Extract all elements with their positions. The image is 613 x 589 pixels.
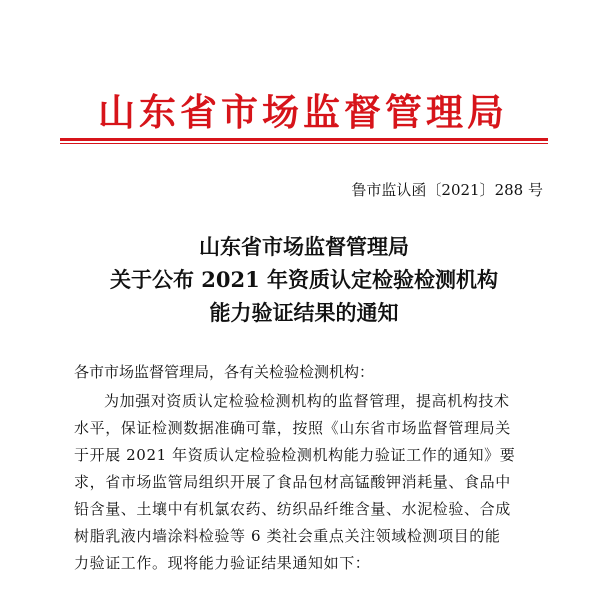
masthead-title: 山东省市场监督管理局: [98, 90, 508, 134]
body-line-4: 求，省市场监管局组织开展了食品包材高锰酸钾消耗量、食品中: [74, 473, 511, 491]
document-title-line-3: 能力验证结果的通知: [209, 300, 399, 325]
salutation: 各市市场监督管理局，各有关检验检测机构：: [74, 363, 375, 381]
body-line-5: 铅含量、土壤中有机氯农药、纺织品纤维含量、水泥检验、合成: [74, 500, 511, 518]
body-paragraph: [74, 388, 536, 577]
body-line-3: 于开展 2021 年资质认定检验检测机构能力验证工作的通知》要: [74, 446, 516, 464]
document-title-line-1: 山东省市场监督管理局: [199, 234, 409, 259]
document-title-line-2: 关于公布 2021 年资质认定检验检测机构: [109, 267, 499, 292]
document-number: 鲁市监认函〔2021〕288 号: [351, 181, 543, 199]
body-line-1: 为加强对资质认定检验检测机构的监督管理，提高机构技术: [104, 392, 510, 410]
masthead-rule-thick: [60, 138, 548, 141]
body-line-2: 水平，保证检测数据准确可靠，按照《山东省市场监督管理局关: [74, 419, 511, 437]
body-line-7: 力验证工作。现将能力验证结果通知如下：: [74, 554, 371, 572]
document-title: [60, 230, 548, 329]
body-line-6: 树脂乳液内墙涂料检验等 6 类社会重点关注领域检测项目的能: [74, 527, 501, 545]
masthead-rule-thin: [60, 143, 548, 144]
